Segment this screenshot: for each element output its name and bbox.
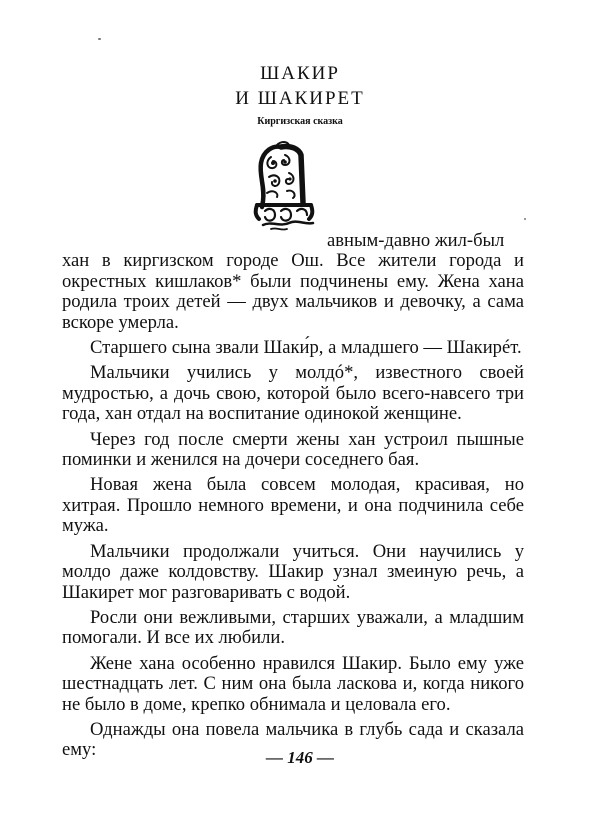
story-title-line1: ШАКИР bbox=[260, 63, 340, 84]
paragraph: Мальчики продолжали учиться. Они научились у молдо даже колдовству. Шакир узнал змеиную речь, а Шакирет мог разговаривать с водой. bbox=[62, 540, 524, 603]
paragraph: Мальчики учились у молдó*, известного своей мудростью, а дочь свою, которой было всего-навсего три года, хан отдал на воспитание одинокой женщине. bbox=[62, 362, 524, 425]
paragraph: Через год после смерти жены хан устроил пышные поминки и женился на дочери соседнего бая. bbox=[62, 428, 524, 471]
ornamental-initial-icon bbox=[251, 141, 327, 233]
paragraph: Новая жена была совсем молодая, красивая, но хитрая. Прошло немного времени, и она подчинила себе мужа. bbox=[62, 474, 524, 537]
story-body bbox=[62, 231, 524, 766]
paragraph-opening bbox=[62, 231, 524, 333]
paragraph: Однажды она повела мальчика в глубь сада и сказала ему: bbox=[62, 718, 524, 761]
paragraph: Жене хана особенно нравился Шакир. Было ему уже шестнадцать лет. С ним она была ласкова и, когда никого не было в доме, крепко обнимала и целовала его. bbox=[62, 652, 524, 715]
story-title-line2: И ШАКИРЕТ bbox=[235, 88, 365, 109]
story-subtitle: Киргизская сказка bbox=[257, 116, 343, 127]
opening-line: авным-давно жил-был bbox=[327, 230, 505, 251]
page-number: — 146 — bbox=[266, 748, 334, 767]
opening-continuation: хан в киргизском городе Ош. Все жители города и окрестных кишлаков* были подчинены ему. Жена хана родила троих детей — двух мальчиков и девочку, а сама вскоре умерла. bbox=[62, 250, 524, 333]
paragraph: Росли они вежливыми, старших уважали, а младшим помогали. И все их любили. bbox=[62, 606, 524, 649]
paragraph: Старшего сына звали Шаки́р, а младшего — Шакирéт. bbox=[90, 337, 522, 359]
print-speck bbox=[524, 218, 526, 220]
print-speck bbox=[98, 38, 101, 40]
